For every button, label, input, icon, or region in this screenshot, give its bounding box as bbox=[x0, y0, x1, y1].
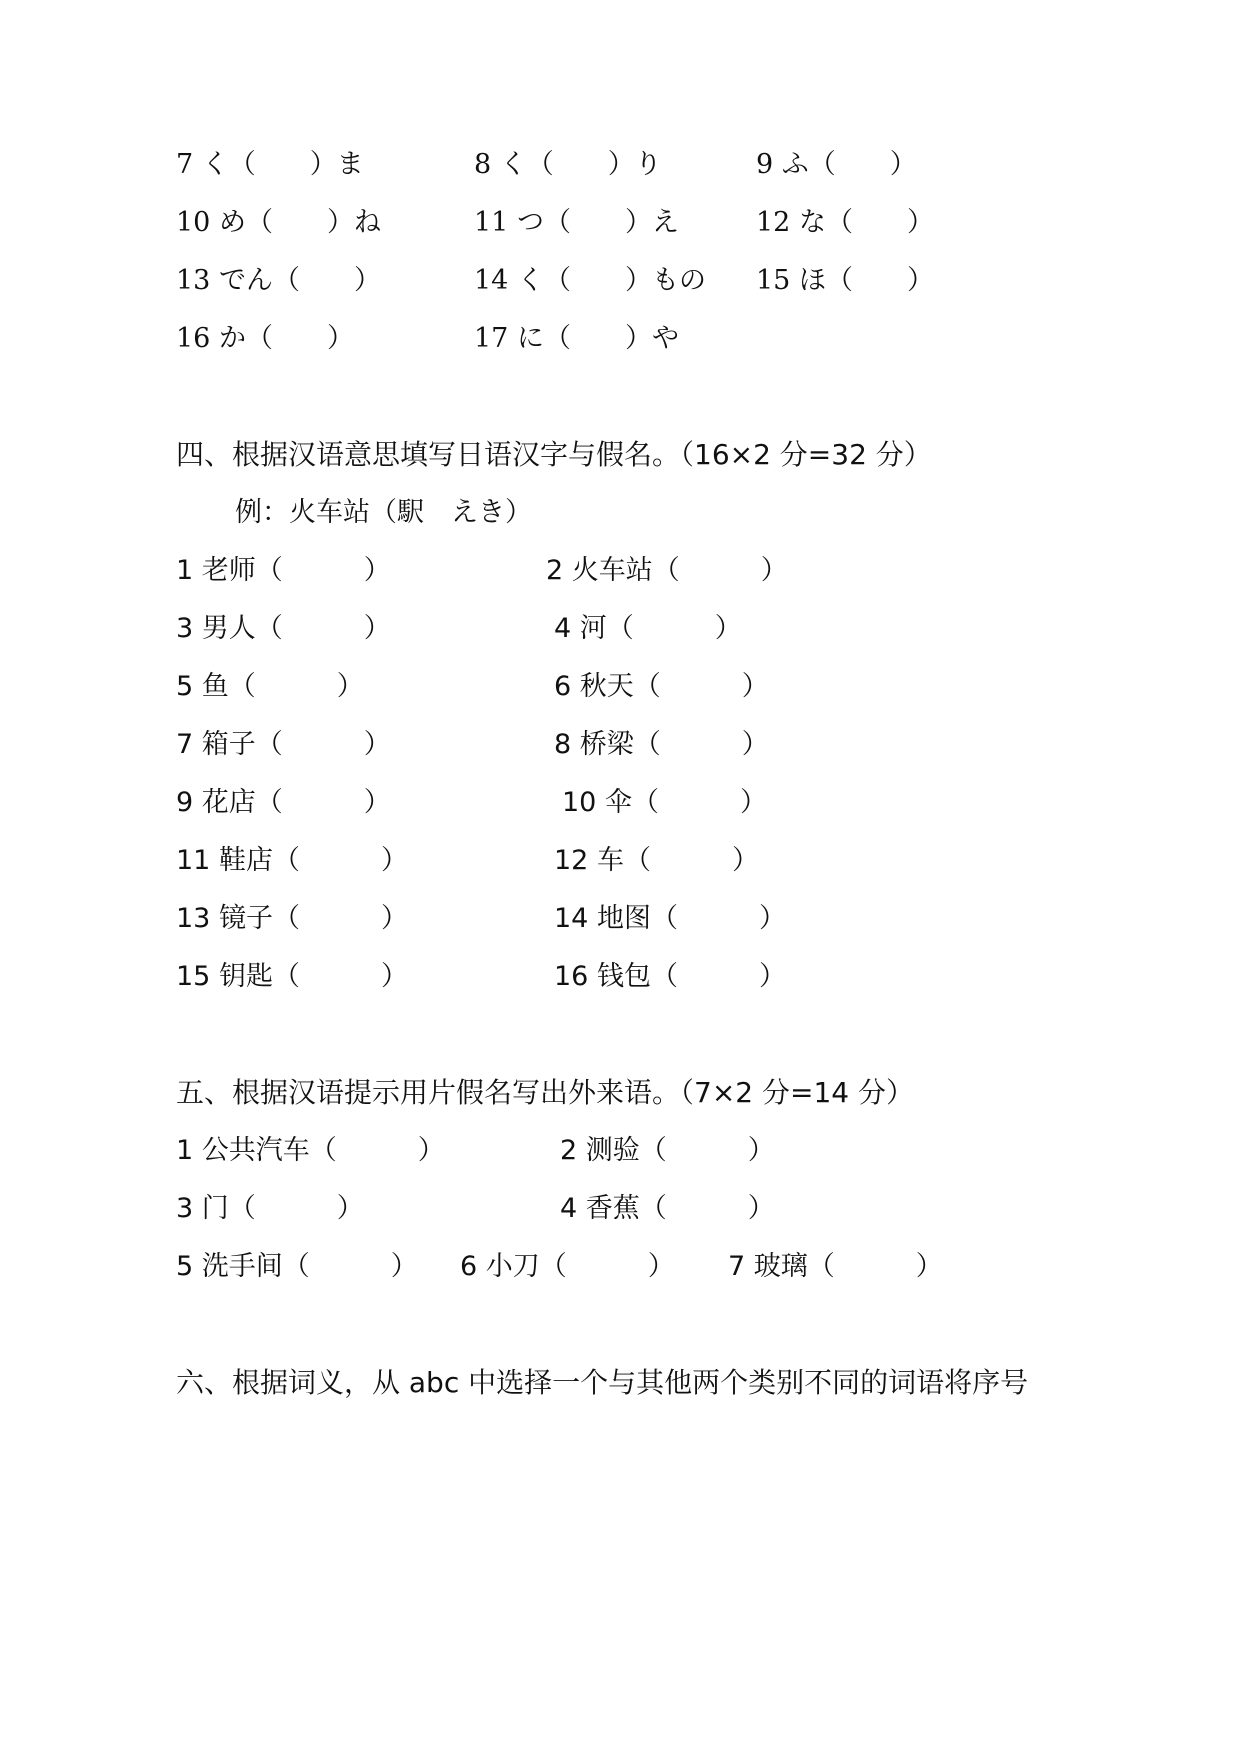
section-4-item-5: 5 鱼（ ） bbox=[176, 671, 364, 702]
kana-item-16: 16 か（ ） bbox=[176, 323, 354, 354]
section-4-item-16: 16 钱包（ ） bbox=[554, 961, 786, 992]
section-4-item-15: 15 钥匙（ ） bbox=[176, 961, 408, 992]
kana-item-10: 10 め（ ）ね bbox=[176, 207, 381, 238]
section-4-item-6: 6 秋天（ ） bbox=[554, 671, 769, 702]
kana-item-7: 7 く（ ）ま bbox=[176, 149, 364, 180]
section-6-heading: 六、根据词义，从 abc 中选择一个与其他两个类别不同的词语将序号 bbox=[176, 1366, 1029, 1399]
kana-item-13: 13 でん（ ） bbox=[176, 265, 381, 296]
section-4-item-1: 1 老师（ ） bbox=[176, 555, 391, 586]
section-4-example: 例：火车站（駅 えき） bbox=[235, 497, 532, 528]
section-5-item-2: 2 测验（ ） bbox=[560, 1135, 775, 1166]
section-5-item-6: 6 小刀（ ） bbox=[460, 1251, 675, 1282]
section-4-item-14: 14 地图（ ） bbox=[554, 903, 786, 934]
section-4-item-9: 9 花店（ ） bbox=[176, 787, 391, 818]
section-5-item-1: 1 公共汽车（ ） bbox=[176, 1135, 445, 1166]
kana-item-9: 9 ふ（ ） bbox=[756, 149, 917, 180]
kana-item-8: 8 く（ ）り bbox=[474, 149, 662, 180]
kana-item-15: 15 ほ（ ） bbox=[756, 265, 934, 296]
section-5-heading: 五、根据汉语提示用片假名写出外来语。（7×2 分=14 分） bbox=[176, 1076, 914, 1109]
section-4-heading: 四、根据汉语意思填写日语汉字与假名。（16×2 分=32 分） bbox=[176, 438, 932, 471]
section-4-item-3: 3 男人（ ） bbox=[176, 613, 391, 644]
kana-item-14: 14 く（ ）もの bbox=[474, 265, 706, 296]
kana-item-11: 11 つ（ ）え bbox=[474, 207, 679, 238]
section-5-item-4: 4 香蕉（ ） bbox=[560, 1193, 775, 1224]
section-5-item-5: 5 洗手间（ ） bbox=[176, 1251, 418, 1282]
section-4-item-13: 13 镜子（ ） bbox=[176, 903, 408, 934]
section-4-item-4: 4 河（ ） bbox=[554, 613, 742, 644]
section-5-item-7: 7 玻璃（ ） bbox=[728, 1251, 943, 1282]
section-4-item-8: 8 桥梁（ ） bbox=[554, 729, 769, 760]
section-4-item-12: 12 车（ ） bbox=[554, 845, 759, 876]
section-4-item-7: 7 箱子（ ） bbox=[176, 729, 391, 760]
section-4-item-2: 2 火车站（ ） bbox=[546, 555, 788, 586]
kana-item-17: 17 に（ ）や bbox=[474, 323, 679, 354]
section-5-item-3: 3 门（ ） bbox=[176, 1193, 364, 1224]
section-4-item-11: 11 鞋店（ ） bbox=[176, 845, 408, 876]
kana-item-12: 12 な（ ） bbox=[756, 207, 934, 238]
section-4-item-10: 10 伞（ ） bbox=[562, 787, 767, 818]
